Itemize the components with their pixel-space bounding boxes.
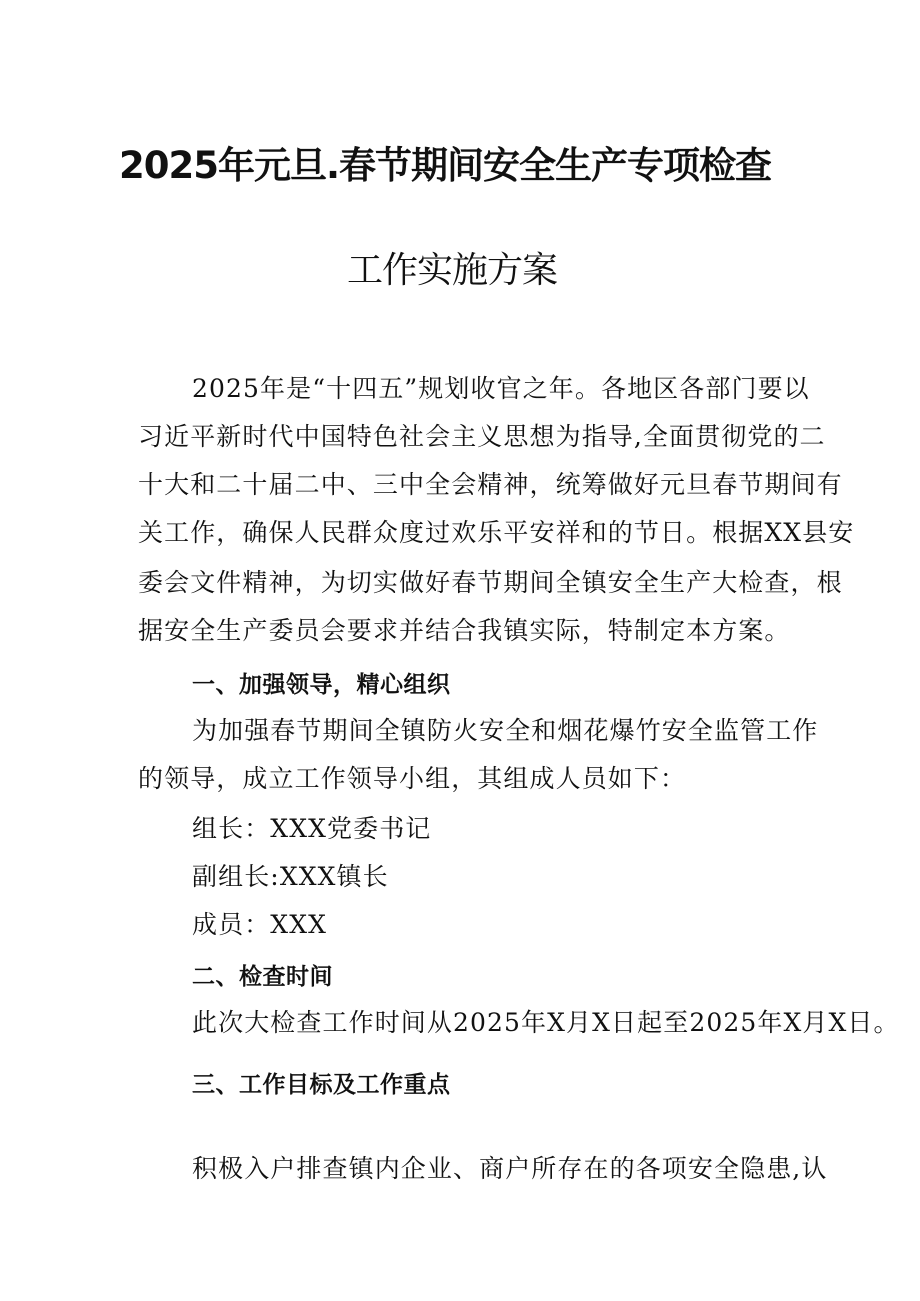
group-members: 成员：XXX — [192, 910, 327, 939]
intro-line-1: 2025年是“十四五”规划收官之年。各地区各部门要以 — [192, 374, 810, 403]
intro-line-5: 委会文件精神，为切实做好春节期间全镇安全生产大检查，根 — [138, 568, 843, 597]
intro-line-3: 十大和二十届二中、三中全会精神，统筹做好元旦春节期间有 — [138, 470, 843, 499]
section-2-text: 此次大检查工作时间从2025年X月X日起至2025年X月X日。 — [192, 1008, 900, 1037]
document-title-line-2: 工作实施方案 — [346, 250, 557, 291]
group-deputy-leader: 副组长:XXX镇长 — [192, 862, 389, 891]
section-3-heading: 三、工作目标及工作重点 — [192, 1072, 451, 1098]
intro-line-2: 习近平新时代中国特色社会主义思想为指导,全面贯彻党的二 — [138, 422, 826, 451]
section-2-heading: 二、检查时间 — [192, 964, 333, 990]
section-1-heading: 一、加强领导，精心组织 — [192, 672, 451, 698]
group-leader: 组长：XXX党委书记 — [192, 814, 432, 843]
intro-line-4: 关工作，确保人民群众度过欢乐平安祥和的节日。根据XX县安 — [138, 518, 855, 547]
section-3-text: 积极入户排查镇内企业、商户所存在的各项安全隐患,认 — [192, 1154, 828, 1183]
intro-line-6: 据安全生产委员会要求并结合我镇实际，特制定本方案。 — [138, 616, 791, 645]
section-1-paragraph-line-1: 为加强春节期间全镇防火安全和烟花爆竹安全监管工作 — [192, 716, 819, 745]
section-1-paragraph-line-2: 的领导，成立工作领导小组，其组成人员如下： — [138, 764, 687, 793]
document-title-line-1: 2025年元旦.春节期间安全生产专项检查 — [118, 144, 772, 187]
